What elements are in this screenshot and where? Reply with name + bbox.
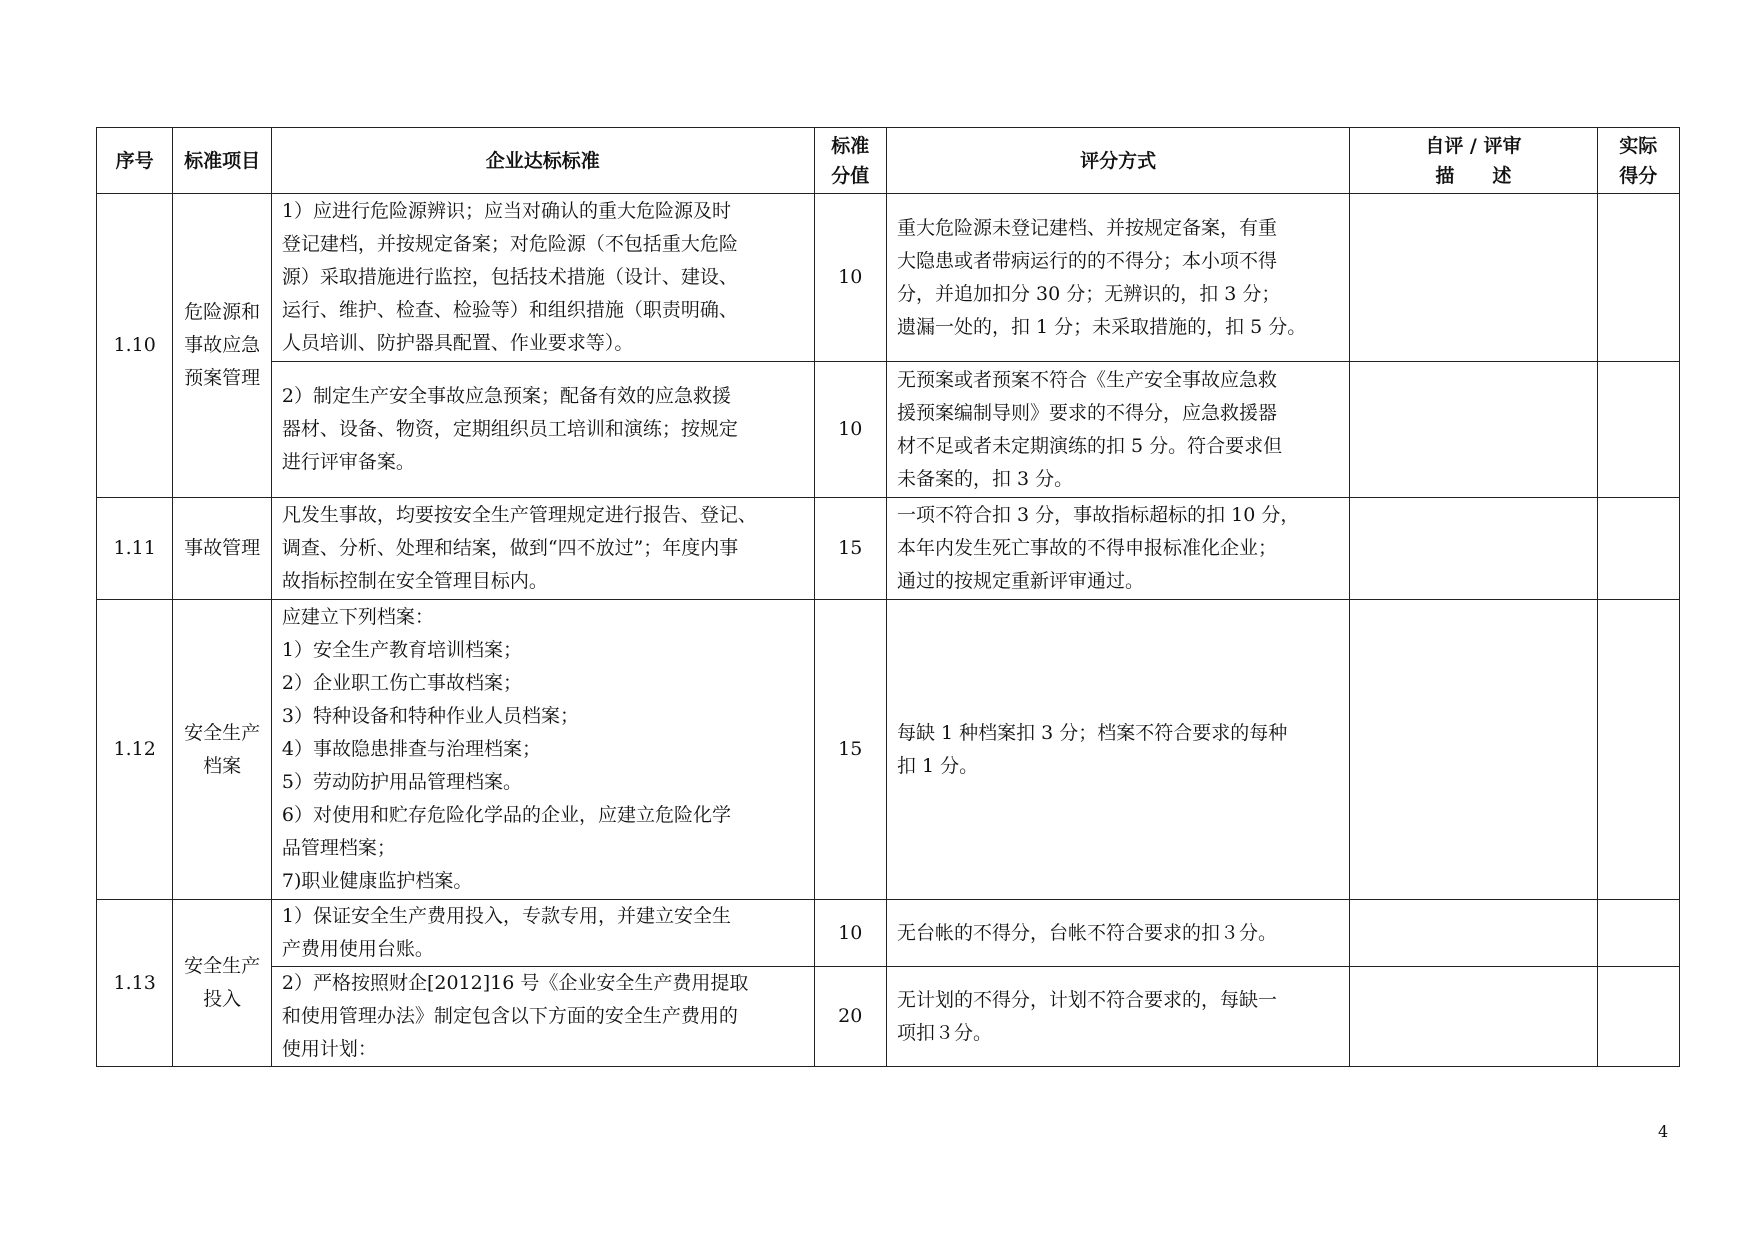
method-line: 遗漏一处的，扣 1 分；未采取措施的，扣 5 分。 xyxy=(896,315,1307,338)
header-score xyxy=(814,128,886,194)
row-standard xyxy=(271,967,814,1067)
header-self-line1: 自评 / 评审 xyxy=(1425,134,1522,157)
row-item: 危险源和事故应急预案管理 xyxy=(173,194,271,498)
method-line: 分，并追加扣分 30 分；无辨识的，扣 3 分； xyxy=(896,282,1281,305)
method-line: 援预案编制导则》要求的不得分，应急救援器 xyxy=(896,401,1277,424)
table-row xyxy=(97,498,1680,600)
method-line: 每缺 1 种档案扣 3 分；档案不符合要求的每种 xyxy=(896,721,1288,744)
standard-line: 品管理档案； xyxy=(281,837,396,859)
header-self-eval xyxy=(1350,128,1597,194)
method-line: 重大危险源未登记建档、并按规定备案，有重 xyxy=(896,216,1277,239)
row-score: 10 xyxy=(814,362,886,498)
row-standard xyxy=(271,498,814,600)
standard-line: 1）应进行危险源辨识；应当对确认的重大危险源及时 xyxy=(281,200,731,222)
method-line: 项扣３分。 xyxy=(896,1021,992,1044)
method-line: 通过的按规定重新评审通过。 xyxy=(896,570,1144,592)
row-seq: 1.12 xyxy=(97,600,173,900)
standard-line: 凡发生事故，均要按安全生产管理规定进行报告、登记、 xyxy=(281,504,757,526)
header-row xyxy=(97,128,1680,194)
header-actual xyxy=(1597,128,1679,194)
header-actual-line1: 实际 xyxy=(1619,134,1658,157)
method-line: 一项不符合扣 3 分，事故指标超标的扣 10 分， xyxy=(896,504,1300,526)
standard-line: 登记建档，并按规定备案；对危险源（不包括重大危险 xyxy=(281,233,738,255)
standard-line: 源）采取措施进行监控，包括技术措施（设计、建设、 xyxy=(281,266,738,288)
row-self-eval[interactable] xyxy=(1350,194,1597,362)
row-seq: 1.10 xyxy=(97,194,173,498)
method-line: 扣 1 分。 xyxy=(896,754,979,777)
row-method xyxy=(886,194,1349,362)
row-self-eval[interactable] xyxy=(1350,498,1597,600)
standard-line: 2）制定生产安全事故应急预案；配备有效的应急救援 xyxy=(281,385,731,407)
row-score: 20 xyxy=(814,967,886,1067)
standard-line: 4）事故隐患排查与治理档案； xyxy=(281,738,541,760)
table-row xyxy=(97,900,1680,967)
row-method xyxy=(886,498,1349,600)
header-seq: 序号 xyxy=(97,128,173,194)
row-standard xyxy=(271,600,814,900)
standards-table xyxy=(96,127,1680,1067)
row-item: 安全生产档案 xyxy=(173,600,271,900)
header-method: 评分方式 xyxy=(886,128,1349,194)
row-score: 15 xyxy=(814,600,886,900)
standard-line: 故指标控制在安全管理目标内。 xyxy=(281,570,548,592)
row-self-eval[interactable] xyxy=(1350,967,1597,1067)
row-actual-score[interactable] xyxy=(1597,362,1679,498)
table-row xyxy=(97,362,1680,498)
row-method xyxy=(886,600,1349,900)
method-line: 本年内发生死亡事故的不得申报标准化企业； xyxy=(896,537,1277,559)
row-self-eval[interactable] xyxy=(1350,600,1597,900)
header-item: 标准项目 xyxy=(173,128,271,194)
header-score-line1: 标准 xyxy=(831,134,870,157)
row-standard xyxy=(271,194,814,362)
method-line: 无台帐的不得分，台帐不符合要求的扣３分。 xyxy=(896,921,1277,944)
row-seq: 1.13 xyxy=(97,900,173,1067)
row-self-eval[interactable] xyxy=(1350,362,1597,498)
row-actual-score[interactable] xyxy=(1597,194,1679,362)
row-score: 10 xyxy=(814,194,886,362)
standard-line: 2）企业职工伤亡事故档案； xyxy=(281,672,522,694)
row-standard xyxy=(271,362,814,498)
method-line: 未备案的，扣 3 分。 xyxy=(896,467,1074,490)
standard-line: 器材、设备、物资，定期组织员工培训和演练；按规定 xyxy=(281,418,738,440)
standard-line: 产费用使用台账。 xyxy=(281,938,434,960)
standard-line: 调查、分析、处理和结案，做到“四不放过”；年度内事 xyxy=(281,537,739,559)
standard-line: 3）特种设备和特种作业人员档案； xyxy=(281,705,579,727)
method-line: 无预案或者预案不符合《生产安全事故应急救 xyxy=(896,368,1277,391)
header-score-line2: 分值 xyxy=(831,164,870,187)
row-seq: 1.11 xyxy=(97,498,173,600)
standard-line: 进行评审备案。 xyxy=(281,451,415,473)
row-actual-score[interactable] xyxy=(1597,967,1679,1067)
standard-line: 5）劳动防护用品管理档案。 xyxy=(281,771,522,793)
row-method xyxy=(886,900,1349,967)
method-line: 大隐患或者带病运行的的不得分；本小项不得 xyxy=(896,249,1277,272)
row-item: 事故管理 xyxy=(173,498,271,600)
header-standard: 企业达标标准 xyxy=(271,128,814,194)
row-standard xyxy=(271,900,814,967)
table-row xyxy=(97,967,1680,1067)
standard-line: 运行、维护、检查、检验等）和组织措施（职责明确、 xyxy=(281,299,738,321)
row-item: 安全生产投入 xyxy=(173,900,271,1067)
standard-line: 人员培训、防护器具配置、作业要求等）。 xyxy=(281,332,634,354)
standard-line: 和使用管理办法》制定包含以下方面的安全生产费用的 xyxy=(281,1005,738,1027)
row-actual-score[interactable] xyxy=(1597,600,1679,900)
standard-line: 6）对使用和贮存危险化学品的企业，应建立危险化学 xyxy=(281,804,731,826)
standard-line: 1）安全生产教育培训档案； xyxy=(281,639,522,661)
table-row xyxy=(97,600,1680,900)
standard-line: 使用计划： xyxy=(281,1038,377,1060)
table-body xyxy=(97,194,1680,1067)
page-number: 4 xyxy=(1658,1122,1669,1141)
row-method xyxy=(886,967,1349,1067)
row-score: 10 xyxy=(814,900,886,967)
standard-line: 2）严格按照财企[2012]16 号《企业安全生产费用提取 xyxy=(281,972,749,994)
row-score: 15 xyxy=(814,498,886,600)
standard-line: 应建立下列档案： xyxy=(281,606,434,628)
standard-line: 1）保证安全生产费用投入，专款专用，并建立安全生 xyxy=(281,905,731,927)
table-row xyxy=(97,194,1680,362)
header-self-line2: 描 述 xyxy=(1435,164,1512,187)
row-self-eval[interactable] xyxy=(1350,900,1597,967)
row-method xyxy=(886,362,1349,498)
standard-line: 7)职业健康监护档案。 xyxy=(281,870,473,892)
row-actual-score[interactable] xyxy=(1597,900,1679,967)
row-actual-score[interactable] xyxy=(1597,498,1679,600)
method-line: 无计划的不得分，计划不符合要求的，每缺一 xyxy=(896,988,1277,1011)
header-actual-line2: 得分 xyxy=(1619,164,1658,187)
method-line: 材不足或者未定期演练的扣 5 分。符合要求但 xyxy=(896,434,1283,457)
